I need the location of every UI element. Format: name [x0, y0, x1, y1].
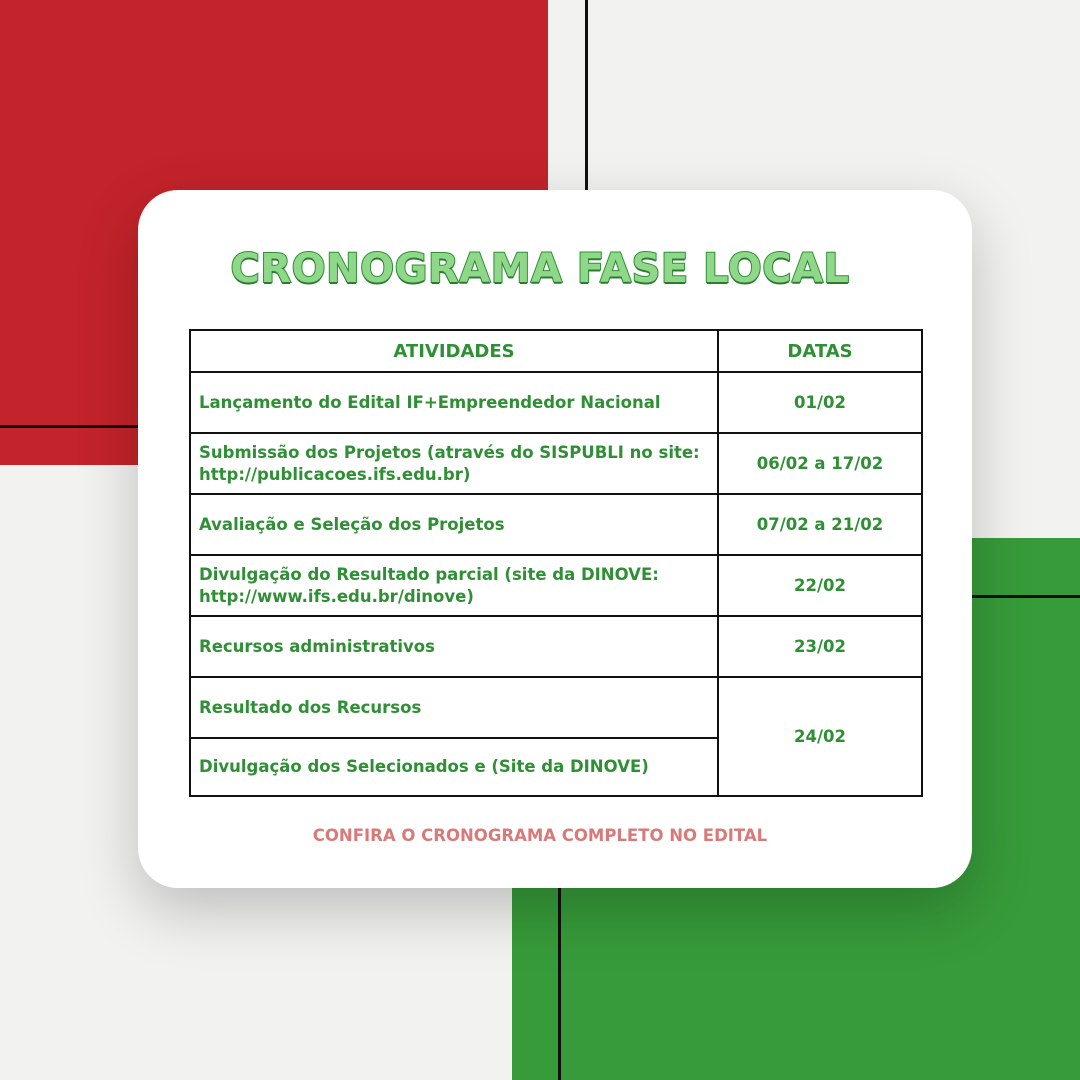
- divider-line: [558, 880, 561, 1080]
- date-cell: 01/02: [718, 372, 922, 433]
- activity-cell: Avaliação e Seleção dos Projetos: [190, 494, 718, 555]
- activity-cell: Submissão dos Projetos (através do SISPUBLI no site: http://publicacoes.ifs.edu.br): [190, 433, 718, 494]
- table-row: [190, 616, 922, 677]
- header-activities: ATIVIDADES: [190, 330, 718, 372]
- table-row: [190, 372, 922, 433]
- activity-cell: Recursos administrativos: [190, 616, 718, 677]
- activity-cell: Resultado dos Recursos: [190, 677, 718, 738]
- header-dates: DATAS: [718, 330, 922, 372]
- date-cell: 07/02 a 21/02: [718, 494, 922, 555]
- schedule-table: [189, 329, 923, 797]
- activity-cell: Divulgação dos Selecionados e (Site da DINOVE): [190, 738, 718, 796]
- divider-line: [0, 425, 145, 428]
- divider-line: [965, 595, 1080, 598]
- table-row: [190, 494, 922, 555]
- page-title: CRONOGRAMA FASE LOCAL: [230, 246, 850, 292]
- date-cell: 23/02: [718, 616, 922, 677]
- table-row: [190, 555, 922, 616]
- table-header-row: [190, 330, 922, 372]
- activity-cell: Divulgação do Resultado parcial (site da DINOVE: http://www.ifs.edu.br/dinove): [190, 555, 718, 616]
- footer-note: CONFIRA O CRONOGRAMA COMPLETO NO EDITAL: [312, 826, 768, 845]
- date-cell: 22/02: [718, 555, 922, 616]
- date-cell: 24/02: [718, 677, 922, 796]
- activity-cell: Lançamento do Edital IF+Empreendedor Nacional: [190, 372, 718, 433]
- table-row: [190, 677, 922, 738]
- date-cell: 06/02 a 17/02: [718, 433, 922, 494]
- divider-line: [585, 0, 588, 200]
- table-row: [190, 433, 922, 494]
